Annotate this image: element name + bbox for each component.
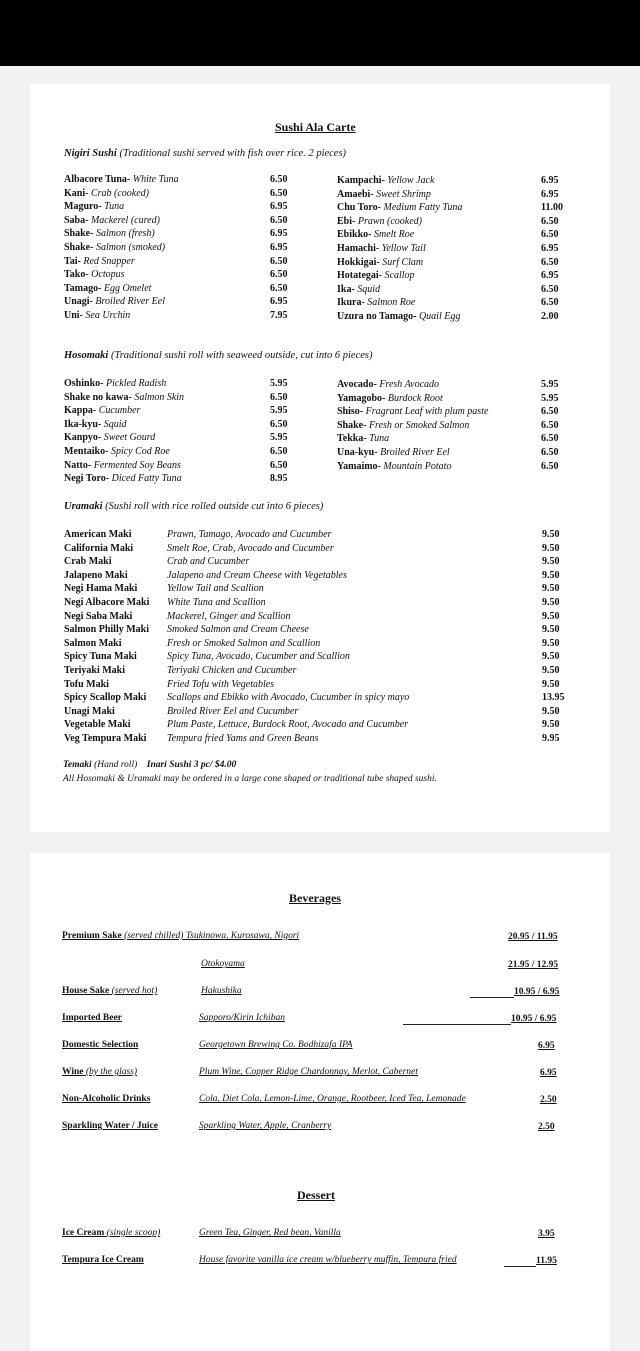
item-name: Yamagobo- bbox=[337, 392, 386, 404]
item-description: Scallops and Ebikko with Avocado, Cucumber in spicy mayo bbox=[167, 692, 410, 704]
item-name: Negi Hama Maki bbox=[64, 583, 138, 595]
sparkling-label: Sparkling Water / Juice bbox=[62, 1121, 158, 1131]
non-alcoholic-desc: Cola, Diet Cola, Lemon-Lime, Orange, Rootbeer, Iced Tea, Lemonade bbox=[199, 1094, 466, 1104]
item-price: 6.50 bbox=[541, 433, 559, 445]
otokoyama-desc: Otokoyama bbox=[201, 959, 245, 969]
tempura-ice-cream-label: Tempura Ice Cream bbox=[62, 1255, 144, 1265]
item-description: Smelt Roe bbox=[373, 229, 415, 241]
item-name: Uni- bbox=[64, 309, 83, 321]
dessert-title: Dessert bbox=[297, 1188, 335, 1202]
hosomaki-item bbox=[337, 378, 559, 392]
nigiri-heading: Nigiri Sushi (Traditional sushi served with fish over rice. 2 pieces) bbox=[64, 148, 347, 159]
uramaki-item bbox=[64, 678, 564, 692]
house-sake-price: 10.95 / 6.95 bbox=[514, 987, 560, 997]
item-price: 6.95 bbox=[270, 296, 288, 308]
item-name: Salmon Maki bbox=[64, 637, 122, 649]
item-description: Fried Tofu with Vegetables bbox=[167, 678, 275, 690]
wine-desc: Plum Wine, Copper Ridge Chardonnay, Merlot, Cabernet bbox=[199, 1067, 418, 1077]
item-price: 6.50 bbox=[541, 215, 559, 227]
nigiri-item bbox=[337, 242, 559, 256]
ice-cream-label: Ice Cream (single scoop) bbox=[62, 1228, 161, 1238]
item-price: 9.50 bbox=[542, 664, 560, 676]
hosomaki-item bbox=[64, 472, 288, 486]
item-description: Yellow Jack bbox=[387, 175, 435, 186]
item-name: Ika- bbox=[337, 283, 355, 295]
uramaki-item bbox=[64, 596, 564, 610]
hosomaki-item bbox=[337, 432, 559, 446]
uramaki-heading: Uramaki (Sushi roll with rice rolled outside cut into 6 pieces) bbox=[64, 501, 324, 512]
item-description: Tempura fried Yams and Green Beans bbox=[167, 732, 319, 744]
tempura-ice-cream-desc: House favorite vanilla ice cream w/blueberry muffin, Tempura fried bbox=[199, 1255, 457, 1265]
item-description: Salmon Skin bbox=[134, 391, 185, 403]
nigiri-item bbox=[64, 268, 288, 282]
item-price: 9.95 bbox=[542, 732, 560, 744]
item-name: Maguro- bbox=[64, 201, 102, 213]
nigiri-item bbox=[337, 283, 559, 297]
item-price: 6.50 bbox=[541, 460, 559, 472]
item-price: 6.95 bbox=[541, 188, 559, 200]
hosomaki-item bbox=[64, 431, 288, 445]
item-description: White Tuna and Scallion bbox=[167, 596, 266, 608]
item-name: Teriyaki Maki bbox=[64, 664, 126, 676]
ice-cream-desc: Green Tea, Ginger, Red bean, Vanilla bbox=[199, 1228, 341, 1238]
item-price: 6.50 bbox=[270, 391, 288, 403]
imported-beer-leader bbox=[403, 1024, 511, 1025]
item-price: 13.95 bbox=[542, 692, 565, 704]
item-price: 5.95 bbox=[541, 392, 559, 404]
item-name: Oshinko- bbox=[64, 378, 104, 389]
house-sake-leader bbox=[470, 997, 514, 998]
item-name: Tekka- bbox=[337, 433, 367, 445]
item-price: 9.50 bbox=[542, 678, 560, 690]
uramaki-item bbox=[64, 555, 564, 569]
uramaki-item bbox=[64, 610, 564, 624]
item-name: Negi Saba Maki bbox=[64, 610, 133, 622]
item-description: Red Snapper bbox=[83, 255, 135, 267]
item-price: 9.50 bbox=[542, 556, 560, 568]
top-bar bbox=[0, 0, 640, 66]
nigiri-item bbox=[64, 295, 288, 309]
item-description: Smelt Roe, Crab, Avocado and Cucumber bbox=[167, 542, 334, 554]
item-description: Teriyaki Chicken and Cucumber bbox=[167, 664, 297, 676]
item-description: White Tuna bbox=[132, 174, 179, 185]
imported-beer-label: Imported Beer bbox=[62, 1013, 122, 1023]
item-description: Plum Paste, Lettuce, Burdock Root, Avocado and Cucumber bbox=[167, 719, 409, 731]
item-name: Tai- bbox=[64, 255, 81, 267]
nigiri-item bbox=[337, 310, 559, 324]
item-description: Jalapeno and Cream Cheese with Vegetables bbox=[167, 569, 347, 581]
nigiri-item bbox=[337, 201, 563, 215]
domestic-label: Domestic Selection bbox=[62, 1040, 139, 1050]
item-price: 9.50 bbox=[542, 610, 560, 622]
item-name: Unagi Maki bbox=[64, 705, 115, 717]
item-description: Mackerel, Ginger and Scallion bbox=[167, 610, 291, 622]
item-name: Avocado- bbox=[337, 379, 377, 390]
nigiri-item bbox=[337, 215, 559, 229]
item-price: 6.50 bbox=[541, 297, 559, 309]
item-description: Prawn (cooked) bbox=[357, 215, 422, 227]
item-price: 9.50 bbox=[542, 583, 560, 595]
item-name: Veg Tempura Maki bbox=[64, 732, 147, 744]
domestic-price: 6.95 bbox=[538, 1041, 555, 1051]
item-name: Tofu Maki bbox=[64, 678, 109, 690]
item-price: 6.50 bbox=[541, 419, 559, 431]
item-name: Jalapeno Maki bbox=[64, 569, 128, 581]
sparkling-price: 2.50 bbox=[538, 1122, 555, 1132]
item-price: 6.50 bbox=[541, 446, 559, 458]
wine-price: 6.95 bbox=[540, 1068, 557, 1078]
hosomaki-item bbox=[337, 405, 559, 419]
item-name: Tako- bbox=[64, 269, 89, 281]
item-name: Tamago- bbox=[64, 282, 102, 294]
item-name: Natto- bbox=[64, 459, 92, 471]
item-name: Unagi- bbox=[64, 296, 93, 308]
item-name: Una-kyu- bbox=[337, 446, 378, 458]
item-price: 6.95 bbox=[270, 228, 288, 240]
item-description: Broiled River Eel bbox=[380, 446, 450, 458]
uramaki-item bbox=[64, 569, 564, 583]
domestic-desc: Georgetown Brewing Co. Bodhizafa IPA bbox=[199, 1040, 353, 1050]
tempura-leader bbox=[504, 1266, 536, 1267]
item-description: Broiled River Eel bbox=[95, 296, 166, 308]
item-name: Salmon Philly Maki bbox=[64, 624, 150, 636]
uramaki-item bbox=[64, 664, 564, 678]
item-price: 6.95 bbox=[270, 241, 288, 253]
item-description: Mackerel (cured) bbox=[90, 214, 160, 226]
item-name: Kappa- bbox=[64, 405, 97, 417]
item-price: 9.50 bbox=[542, 624, 560, 636]
item-price: 9.50 bbox=[542, 651, 560, 663]
item-price: 6.50 bbox=[541, 283, 559, 295]
otokoyama-price: 21.95 / 12.95 bbox=[508, 960, 559, 970]
item-description: Crab (cooked) bbox=[90, 187, 149, 199]
uramaki-item bbox=[64, 623, 564, 637]
item-price: 6.50 bbox=[270, 418, 288, 430]
temaki-note: All Hosomaki & Uramaki may be ordered in a large cone shaped or traditional tube shaped sushi. bbox=[63, 774, 437, 784]
item-price: 2.00 bbox=[541, 310, 559, 322]
item-description: Broiled River Eel and Cucumber bbox=[167, 705, 299, 717]
item-description: Scallop bbox=[384, 270, 415, 282]
nigiri-item bbox=[64, 241, 288, 255]
item-price: 7.95 bbox=[270, 309, 288, 321]
item-name: Negi Toro- bbox=[64, 473, 110, 485]
nigiri-item bbox=[64, 200, 288, 214]
item-price: 5.95 bbox=[270, 378, 288, 389]
item-name: California Maki bbox=[64, 542, 134, 554]
item-description: Pickled Radish bbox=[105, 378, 167, 389]
nigiri-item bbox=[64, 227, 288, 241]
uramaki-item bbox=[64, 528, 564, 542]
hosomaki-heading: Hosomaki (Traditional sushi roll with seaweed outside, cut into 6 pieces) bbox=[64, 350, 373, 361]
item-name: Hamachi- bbox=[337, 242, 380, 254]
item-description: Tuna bbox=[104, 201, 125, 213]
item-price: 9.50 bbox=[542, 596, 560, 608]
imported-beer-desc: Sapporo/Kirin Ichiban bbox=[199, 1013, 285, 1023]
hosomaki-item bbox=[64, 377, 288, 391]
item-name: Ika-kyu- bbox=[64, 418, 102, 430]
item-description: Salmon (smoked) bbox=[95, 241, 166, 253]
item-description: Sweet Gourd bbox=[103, 432, 156, 444]
item-description: Burdock Root bbox=[387, 392, 443, 404]
item-description: Medium Fatty Tuna bbox=[383, 202, 463, 214]
item-description: Mountain Potato bbox=[383, 460, 452, 472]
non-alcoholic-label: Non-Alcoholic Drinks bbox=[62, 1094, 151, 1104]
item-name: Kampachi- bbox=[337, 175, 385, 186]
item-price: 5.95 bbox=[270, 432, 288, 444]
premium-sake-price: 20.95 / 11.95 bbox=[508, 932, 558, 942]
item-description: Surf Clam bbox=[382, 256, 424, 268]
hosomaki-item bbox=[64, 459, 288, 473]
item-name: Uzura no Tamago- bbox=[337, 310, 417, 322]
item-name: Hokkigai- bbox=[337, 256, 380, 268]
item-price: 9.50 bbox=[542, 705, 560, 717]
item-price: 6.50 bbox=[541, 256, 559, 268]
temaki-line: Temaki (Hand roll) Inari Sushi 3 pc/ $4.00 bbox=[63, 760, 237, 770]
item-name: Kanpyo- bbox=[64, 432, 102, 444]
item-price: 9.50 bbox=[542, 569, 560, 581]
item-description: Prawn, Tamago, Avocado and Cucumber bbox=[167, 529, 332, 540]
uramaki-item bbox=[64, 732, 564, 746]
item-name: Shake- bbox=[64, 241, 94, 253]
item-name: Albacore Tuna- bbox=[64, 174, 131, 185]
item-name: Vegetable Maki bbox=[64, 719, 131, 731]
nigiri-left-column bbox=[64, 173, 288, 323]
nigiri-right-column bbox=[337, 174, 563, 324]
item-name: Crab Maki bbox=[64, 556, 112, 568]
beverages-title: Beverages bbox=[289, 891, 341, 905]
item-price: 5.95 bbox=[270, 405, 288, 417]
hosomaki-item bbox=[64, 404, 288, 418]
item-description: Yellow Tail bbox=[381, 242, 426, 254]
item-description: Squid bbox=[103, 418, 127, 430]
sparkling-desc: Sparkling Water, Apple, Cranberry bbox=[199, 1121, 332, 1131]
nigiri-item bbox=[337, 269, 559, 283]
item-name: Mentaiko- bbox=[64, 445, 109, 457]
nigiri-item bbox=[64, 187, 288, 201]
hosomaki-item bbox=[337, 419, 559, 433]
uramaki-item bbox=[64, 718, 564, 732]
hosomaki-item bbox=[337, 392, 559, 406]
nigiri-item bbox=[337, 228, 559, 242]
item-price: 5.95 bbox=[541, 379, 559, 390]
beverages-page bbox=[30, 853, 610, 1351]
item-price: 6.50 bbox=[270, 214, 288, 226]
nigiri-item bbox=[64, 309, 288, 323]
item-description: Octopus bbox=[91, 269, 125, 281]
item-description: Fragrant Leaf with plum paste bbox=[365, 406, 489, 418]
item-name: Yamaimo- bbox=[337, 460, 381, 472]
house-sake-label: House Sake (served hot) bbox=[62, 986, 158, 996]
item-description: Sea Urchin bbox=[85, 309, 131, 321]
hosomaki-right-column bbox=[337, 378, 559, 473]
sushi-menu-page bbox=[30, 84, 610, 832]
item-price: 6.95 bbox=[541, 242, 559, 254]
item-name: Hotategai- bbox=[337, 270, 382, 282]
item-name: Shake- bbox=[64, 228, 94, 240]
sushi-title: Sushi Ala Carte bbox=[275, 120, 356, 134]
item-description: Cucumber bbox=[98, 405, 141, 417]
nigiri-item bbox=[64, 255, 288, 269]
item-price: 6.50 bbox=[541, 406, 559, 418]
item-name: Negi Albacore Maki bbox=[64, 596, 150, 608]
item-name: Shake no kawa- bbox=[64, 391, 132, 403]
non-alcoholic-price: 2.50 bbox=[540, 1095, 557, 1105]
hosomaki-item bbox=[64, 445, 288, 459]
item-description: Diced Fatty Tuna bbox=[111, 473, 182, 485]
premium-sake-label: Premium Sake (served chilled) Tsukinowa, Kurosawa, Nigori bbox=[62, 931, 300, 941]
wine-label: Wine (by the glass) bbox=[62, 1067, 138, 1077]
house-sake-desc: Hakushika bbox=[201, 986, 242, 996]
item-price: 6.95 bbox=[541, 175, 559, 186]
hosomaki-item bbox=[337, 446, 559, 460]
item-name: Shiso- bbox=[337, 406, 364, 418]
item-description: Fresh or Smoked Salmon and Scallion bbox=[167, 637, 321, 649]
item-name: Saba- bbox=[64, 214, 89, 226]
uramaki-item bbox=[64, 582, 564, 596]
nigiri-item bbox=[64, 282, 288, 296]
nigiri-item bbox=[337, 296, 559, 310]
item-description: Quail Egg bbox=[418, 310, 461, 322]
imported-beer-price: 10.95 / 6.95 bbox=[511, 1014, 557, 1024]
item-name: Spicy Tuna Maki bbox=[64, 651, 137, 663]
item-description: Crab and Cucumber bbox=[167, 556, 250, 568]
uramaki-item bbox=[64, 691, 564, 705]
item-name: Kani- bbox=[64, 187, 89, 199]
nigiri-item bbox=[337, 188, 559, 202]
item-price: 6.50 bbox=[270, 174, 288, 185]
item-name: Ikura- bbox=[337, 297, 365, 309]
hosomaki-item bbox=[64, 391, 288, 405]
item-description: Egg Omelet bbox=[103, 282, 152, 294]
item-description: Yellow Tail and Scallion bbox=[167, 583, 264, 595]
nigiri-item bbox=[64, 173, 288, 187]
hosomaki-left-column bbox=[64, 377, 288, 486]
item-price: 6.50 bbox=[270, 282, 288, 294]
item-description: Spicy Tuna, Avocado, Cucumber and Scallion bbox=[167, 651, 350, 663]
item-price: 9.50 bbox=[542, 637, 560, 649]
item-price: 6.95 bbox=[270, 201, 288, 213]
item-name: Amaebi- bbox=[337, 188, 374, 200]
item-name: Ebikko- bbox=[337, 229, 372, 241]
item-price: 9.50 bbox=[542, 529, 560, 540]
item-name: Chu Toro- bbox=[337, 202, 382, 214]
tempura-ice-cream-price: 11.95 bbox=[536, 1256, 557, 1266]
item-price: 6.50 bbox=[270, 187, 288, 199]
item-description: Tuna bbox=[369, 433, 390, 445]
item-price: 9.50 bbox=[542, 542, 560, 554]
item-price: 8.95 bbox=[270, 473, 288, 485]
item-description: Salmon (fresh) bbox=[95, 228, 155, 240]
item-price: 6.50 bbox=[270, 255, 288, 267]
item-name: American Maki bbox=[64, 529, 132, 540]
nigiri-item bbox=[337, 174, 559, 188]
nigiri-item bbox=[337, 256, 559, 270]
item-description: Salmon Roe bbox=[367, 297, 416, 309]
item-name: Shake- bbox=[337, 419, 367, 431]
hosomaki-item bbox=[64, 418, 288, 432]
item-price: 6.95 bbox=[541, 270, 559, 282]
item-description: Fresh Avocado bbox=[379, 379, 440, 390]
item-description: Fermented Soy Beans bbox=[93, 459, 181, 471]
uramaki-list bbox=[64, 528, 564, 746]
uramaki-item bbox=[64, 650, 564, 664]
ice-cream-price: 3.95 bbox=[538, 1229, 555, 1239]
item-price: 6.50 bbox=[270, 459, 288, 471]
uramaki-item bbox=[64, 705, 564, 719]
item-description: Spicy Cod Roe bbox=[110, 445, 170, 457]
uramaki-item bbox=[64, 542, 564, 556]
item-description: Squid bbox=[357, 283, 381, 295]
uramaki-item bbox=[64, 637, 564, 651]
item-name: Ebi- bbox=[337, 215, 356, 227]
item-price: 11.00 bbox=[541, 202, 563, 214]
item-price: 9.50 bbox=[542, 719, 560, 731]
item-description: Smoked Salmon and Cream Cheese bbox=[167, 624, 309, 636]
item-price: 6.50 bbox=[541, 229, 559, 241]
nigiri-item bbox=[64, 214, 288, 228]
item-price: 6.50 bbox=[270, 445, 288, 457]
item-name: Spicy Scallop Maki bbox=[64, 692, 147, 704]
hosomaki-item bbox=[337, 460, 559, 474]
item-price: 6.50 bbox=[270, 269, 288, 281]
item-description: Fresh or Smoked Salmon bbox=[368, 419, 470, 431]
item-description: Sweet Shrimp bbox=[376, 188, 431, 200]
